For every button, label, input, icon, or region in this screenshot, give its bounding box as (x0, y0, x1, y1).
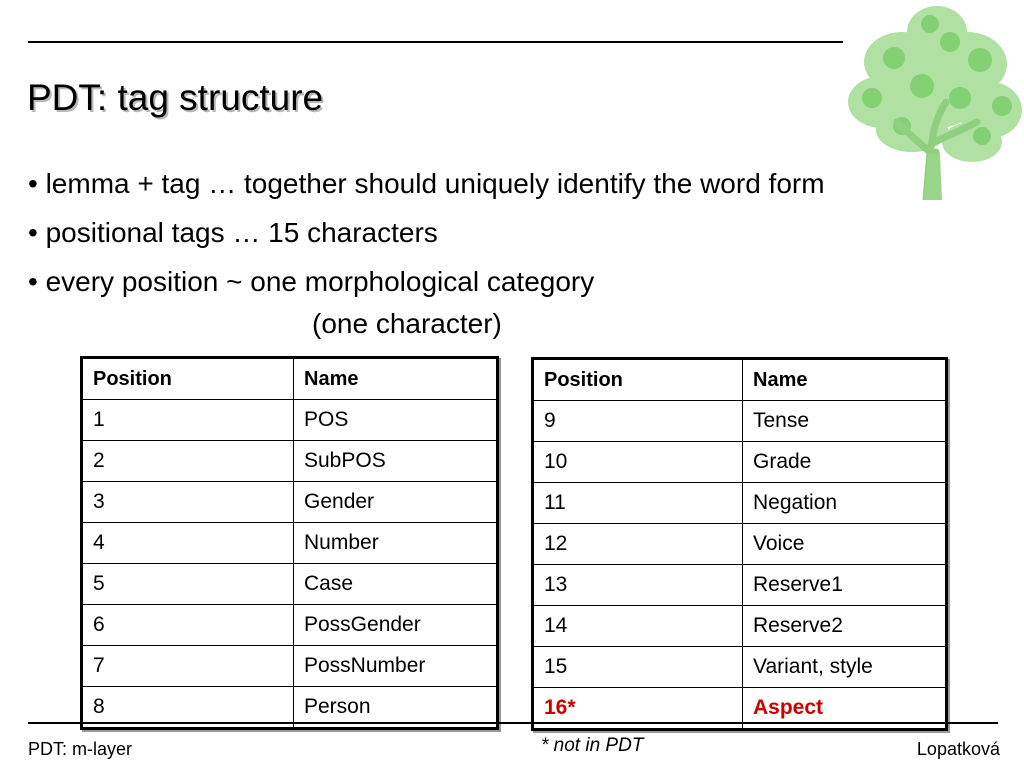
name-cell: Voice (743, 524, 947, 565)
name-cell: Variant, style (743, 647, 947, 688)
table-row (533, 442, 947, 483)
position-cell: 9 (533, 401, 743, 442)
table-header-row (82, 358, 498, 400)
bullet-1: • lemma + tag … together should uniquely identify the word form (28, 168, 825, 199)
name-cell: Aspect (743, 688, 947, 730)
position-cell: 11 (533, 483, 743, 524)
name-cell: Reserve2 (743, 606, 947, 647)
table-row (533, 524, 947, 565)
top-divider (28, 41, 843, 43)
name-cell: Person (294, 687, 498, 729)
table-header-row (533, 359, 947, 401)
tag-positions-table-1 (80, 356, 499, 730)
header-name: Name (294, 358, 498, 400)
table-row (533, 401, 947, 442)
name-cell: Case (294, 564, 498, 605)
name-cell: PossGender (294, 605, 498, 646)
position-cell: 7 (82, 646, 294, 687)
position-cell: 15 (533, 647, 743, 688)
bullet-3: • every position ~ one morphological category (28, 266, 595, 297)
position-cell: 8 (82, 687, 294, 729)
name-cell: Negation (743, 483, 947, 524)
name-cell: Gender (294, 482, 498, 523)
table-row (82, 482, 498, 523)
name-cell: Grade (743, 442, 947, 483)
footnote: * not in PDT (541, 735, 644, 756)
position-cell: 5 (82, 564, 294, 605)
position-cell: 13 (533, 565, 743, 606)
table-row (82, 646, 498, 687)
name-cell: Reserve1 (743, 565, 947, 606)
tree-icon (842, 2, 1024, 200)
table-row (82, 564, 498, 605)
position-cell: 4 (82, 523, 294, 564)
footer-title: PDT: m-layer (28, 739, 133, 759)
table-row (533, 565, 947, 606)
tag-positions-table-2 (531, 357, 948, 731)
position-cell: 16* (533, 688, 743, 730)
position-cell: 3 (82, 482, 294, 523)
table-row (82, 605, 498, 646)
position-cell: 14 (533, 606, 743, 647)
table-row (82, 441, 498, 482)
table-row (82, 523, 498, 564)
name-cell: PossNumber (294, 646, 498, 687)
name-cell: Tense (743, 401, 947, 442)
bullet-3-continuation: (one character) (312, 308, 502, 339)
table-row (533, 483, 947, 524)
bullet-2: • positional tags … 15 characters (28, 217, 438, 248)
position-cell: 2 (82, 441, 294, 482)
bottom-divider (28, 722, 998, 724)
slide-title: PDT: tag structure (27, 77, 324, 118)
position-cell: 6 (82, 605, 294, 646)
table-row (82, 400, 498, 441)
position-cell: 1 (82, 400, 294, 441)
header-position: Position (533, 359, 743, 401)
name-cell: Number (294, 523, 498, 564)
header-name: Name (743, 359, 947, 401)
table-row (533, 606, 947, 647)
name-cell: POS (294, 400, 498, 441)
name-cell: SubPOS (294, 441, 498, 482)
header-position: Position (82, 358, 294, 400)
position-cell: 12 (533, 524, 743, 565)
position-cell: 10 (533, 442, 743, 483)
footer-author: Lopatková (916, 739, 1000, 759)
table-row (533, 647, 947, 688)
